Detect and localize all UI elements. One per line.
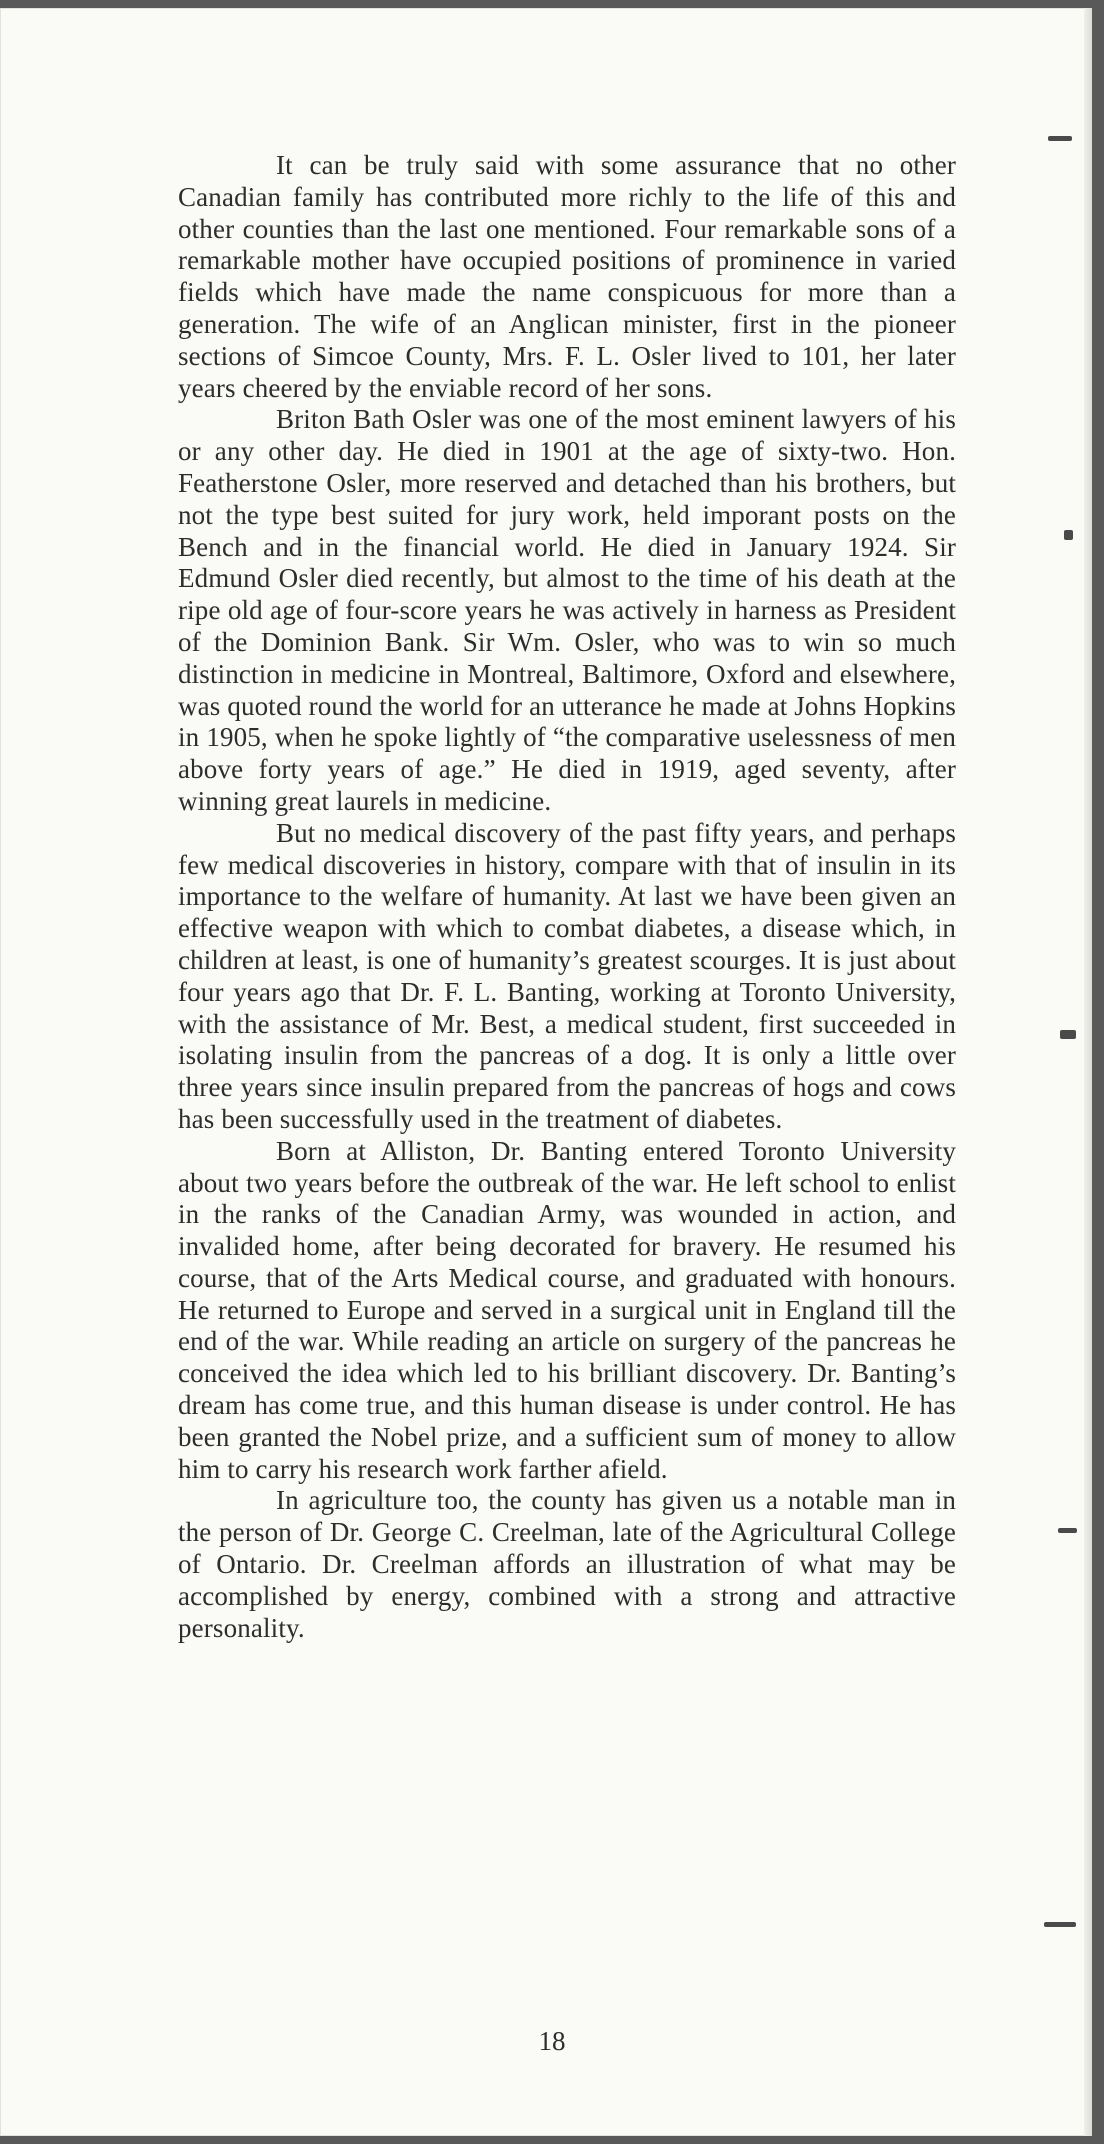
paragraph-insulin: But no medical discovery of the past fifty years, and perhaps few medical discoveries in history, compare with that of insulin in its importance to the welfare of humanity. At last we have been given an effective weapon with which to combat diabetes, a disease which, in children at least, is one of humanity’s greatest scourges. It is just about four years ago that Dr. F. L. Banting, working at Toronto University, with the assistance of Mr. Best, a medical student, first succeeded in isolating insulin from the pancreas of a dog. It is only a little over three years since insulin prepared from the pancreas of hogs and cows has been successfully used in the treatment of diabetes. — [178, 817, 956, 1134]
paragraph-osler-family: It can be truly said with some assurance that no other Canadian family has contributed more richly to the life of this and other counties than the last one mentioned. Four remarkable sons of a remarkable mother have occupied positions of prominence in varied fields which have made the name conspicuous for more than a generation. The wife of an Anglican minister, first in the pioneer sections of Simcoe County, Mrs. F. L. Osler lived to 101, her later years cheered by the enviable record of her sons. — [178, 150, 956, 403]
page-number: 18 — [538, 2026, 566, 2056]
binding-mark — [1060, 1030, 1076, 1039]
paragraph-banting: Born at Alliston, Dr. Banting entered Toronto University about two years before the outbreak of the war. He left school to enlist in the ranks of the Canadian Army, was wounded in action, and invalided home, after being decorated for bravery. He resumed his course, that of the Arts Medical course, and graduated with honours. He returned to Europe and served in a surgical unit in England till the end of the war. While reading an article on surgery of the pancreas he conceived the idea which led to his brilliant discovery. Dr. Banting’s dream has come true, and this human disease is under control. He has been granted the Nobel prize, and a sufficient sum of money to allow him to carry his research work farther afield. — [178, 1135, 956, 1484]
paragraph-osler-brothers: Briton Bath Osler was one of the most eminent lawyers of his or any other day. He died in 1901 at the age of sixty-two. Hon. Featherstone Osler, more reserved and detached than his brothers, but not the type best suited for jury work, held imporant posts on the Bench and in the financial world. He died in January 1924. Sir Edmund Osler died recently, but almost to the time of his death at the ripe old age of four-score years he was actively in harness as President of the Dominion Bank. Sir Wm. Osler, who was to win so much distinction in medicine in Montreal, Baltimore, Oxford and elsewhere, was quoted round the world for an utterance he made at Johns Hopkins in 1905, when he spoke lightly of “the comparative uselessness of men above forty years of age.” He died in 1919, aged seventy, after winning great laurels in medicine. — [178, 404, 956, 816]
body-text — [178, 150, 956, 1644]
paragraph-creelman: In agriculture too, the county has given us a notable man in the person of Dr. George C. Creelman, late of the Agricultural College of Ontario. Dr. Creelman affords an illustration of what may be accomplished by energy, combined with a strong and attractive personality. — [178, 1485, 956, 1643]
binding-mark — [1048, 136, 1072, 141]
page-edge — [1084, 8, 1092, 2136]
binding-mark — [1044, 1922, 1076, 1927]
binding-mark — [1064, 530, 1073, 540]
binding-mark — [1058, 1528, 1077, 1533]
